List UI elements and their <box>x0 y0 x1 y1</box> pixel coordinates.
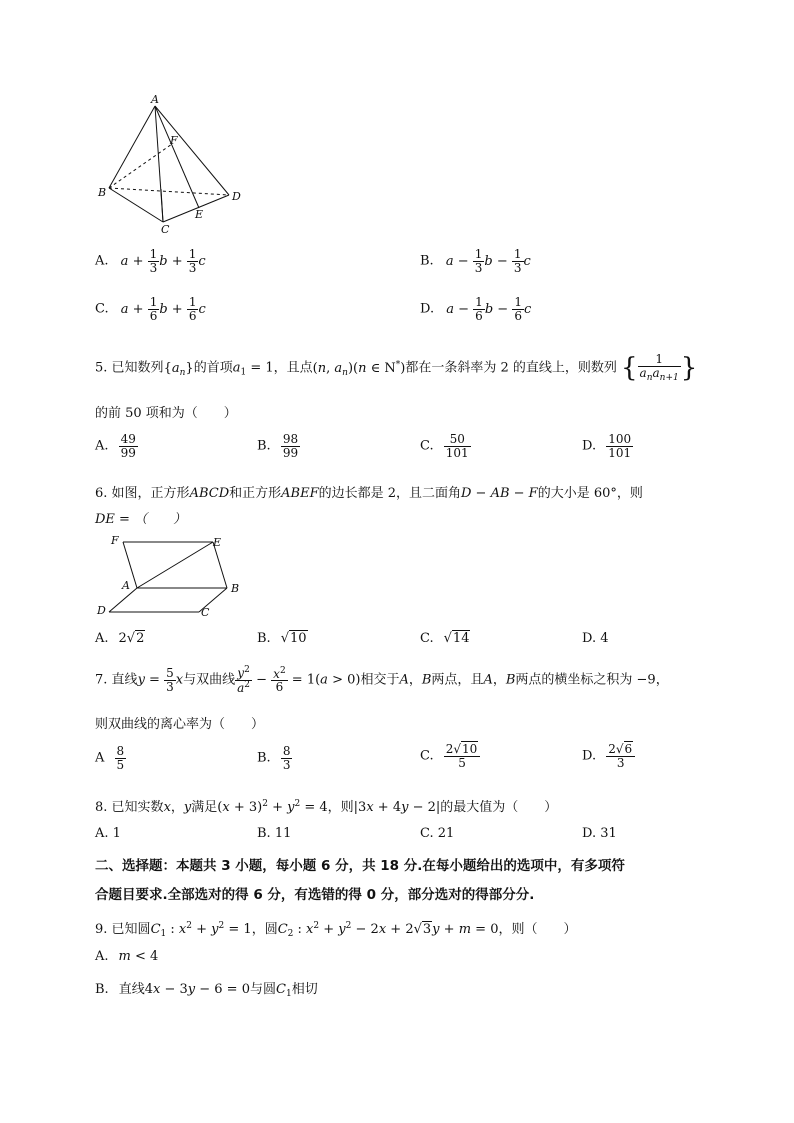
dihedral-figure <box>95 534 245 622</box>
q7-stem-cont: 则双曲线的离心率为（ ） <box>95 717 265 732</box>
q7-option-c[interactable]: C. $\frac{2√10}{5}$ <box>420 743 480 769</box>
q7-option-a[interactable]: A $\frac{8}{5}$ <box>95 744 125 772</box>
q6-option-c[interactable]: C. √14 <box>420 631 470 646</box>
q6-stem-cont: DE = （ ） <box>95 512 187 527</box>
q6-option-a[interactable]: A. 2√2 <box>95 631 145 646</box>
option-label: C. <box>95 301 109 317</box>
q9-option-b[interactable]: B. 直线4x − 3y − 6 = 0与圆$C_1$相切 <box>95 982 318 999</box>
fig1-label-e: E <box>195 208 204 221</box>
section2-line1: 二、选择题：本题共 3 小题，每小题 6 分，共 18 分.在每小题给出的选项中，有多项符 <box>95 858 625 874</box>
option-label: D. <box>420 301 435 317</box>
fig2-label-a: A <box>122 579 130 592</box>
q5-option-d[interactable]: D. $\frac{100}{101}$ <box>582 432 632 460</box>
q8-option-c[interactable]: C. 21 <box>420 826 455 841</box>
q7-stem: 7. 直线y = $\frac{5}{3}$ x与双曲线 $\frac{y^2}{a^2}$ − $\frac{x^2}{6}$ = 1(a > 0)相交于A，B两点，且A，B两点的横坐标之积为 −9， <box>95 665 669 695</box>
q6-stem: 6. 如图，正方形ABCD和正方形ABEF的边长都是 2，且二面角D − AB − F的大小是 60°，则 <box>95 486 643 501</box>
fig1-label-d: D <box>232 190 241 203</box>
fig1-label-b: B <box>98 186 107 199</box>
q5-option-c[interactable]: C. $\frac{50}{101}$ <box>420 432 469 460</box>
fig2-label-b: B <box>231 582 240 595</box>
fig2-label-c: C <box>201 606 210 619</box>
q5-stem: 5. 已知数列$\{a_n\}$的首项$a_1 = 1$，且点(n, $a_n)(n$ ∈ N*)都在一条斜率为 2 的直线上，则数列 { $\frac{1}{a_na_{n+1}}$ } <box>95 352 698 384</box>
q5-option-b[interactable]: B. $\frac{98}{99}$ <box>257 432 299 460</box>
q7-option-d[interactable]: D. $\frac{2√6}{3}$ <box>582 743 635 769</box>
q4-option-c[interactable] <box>95 296 206 322</box>
fig1-label-f: F <box>170 134 178 147</box>
q4-option-b[interactable] <box>420 248 531 274</box>
q4-option-b-expr: a − $\frac{1}{3}$ b − $\frac{1}{3}$ c <box>445 247 531 275</box>
fig1-label-a: A <box>151 93 159 106</box>
tetrahedron-figure <box>95 92 255 237</box>
q8-option-a[interactable]: A. 1 <box>95 826 121 841</box>
q4-option-a[interactable] <box>95 248 206 274</box>
q7-option-b[interactable]: B. $\frac{8}{3}$ <box>257 744 291 772</box>
q6-option-d[interactable]: D. 4 <box>582 631 609 646</box>
q8-option-b[interactable]: B. 11 <box>257 826 292 841</box>
option-label: B. <box>420 253 434 269</box>
q5-seq: $\{a_n\}$ <box>163 360 194 378</box>
q4-option-d[interactable] <box>420 296 531 322</box>
fig1-label-c: C <box>161 223 170 236</box>
fig2-label-d: D <box>97 604 106 617</box>
q5-stem-cont: 的前 50 项和为（ ） <box>95 406 237 421</box>
q9-stem: 9. 已知圆$C_1$ : $x^2 + y^2 = 1$，圆$C_2$ : $x^2 + y^2 - 2x + 2√3y + m = 0$，则（ ） <box>95 921 577 939</box>
q9-option-a[interactable]: A. m < 4 <box>95 949 159 964</box>
q4-option-c-expr: a + $\frac{1}{6}$ b + $\frac{1}{6}$ c <box>120 295 206 323</box>
fig2-label-f: F <box>111 534 119 547</box>
q8-stem: 8. 已知实数x，y满足$(x + 3)^2 + y^2 = 4$，则|3x + 4y − 2|的最大值为（ ） <box>95 799 558 815</box>
q5-option-a[interactable]: A. $\frac{49}{99}$ <box>95 432 136 460</box>
section2-line2: 合题目要求.全部选对的得 6 分，有选错的得 0 分，部分选对的得部分分. <box>95 887 535 903</box>
option-label: A. <box>95 253 109 269</box>
fig2-label-e: E <box>213 536 222 549</box>
q4-option-d-expr: a − $\frac{1}{6}$ b − $\frac{1}{6}$ c <box>446 295 532 323</box>
q4-option-a-expr: a + $\frac{1}{3}$ b + $\frac{1}{3}$ c <box>120 247 206 275</box>
q6-option-b[interactable]: B. √10 <box>257 631 307 646</box>
q8-option-d[interactable]: D. 31 <box>582 826 617 841</box>
